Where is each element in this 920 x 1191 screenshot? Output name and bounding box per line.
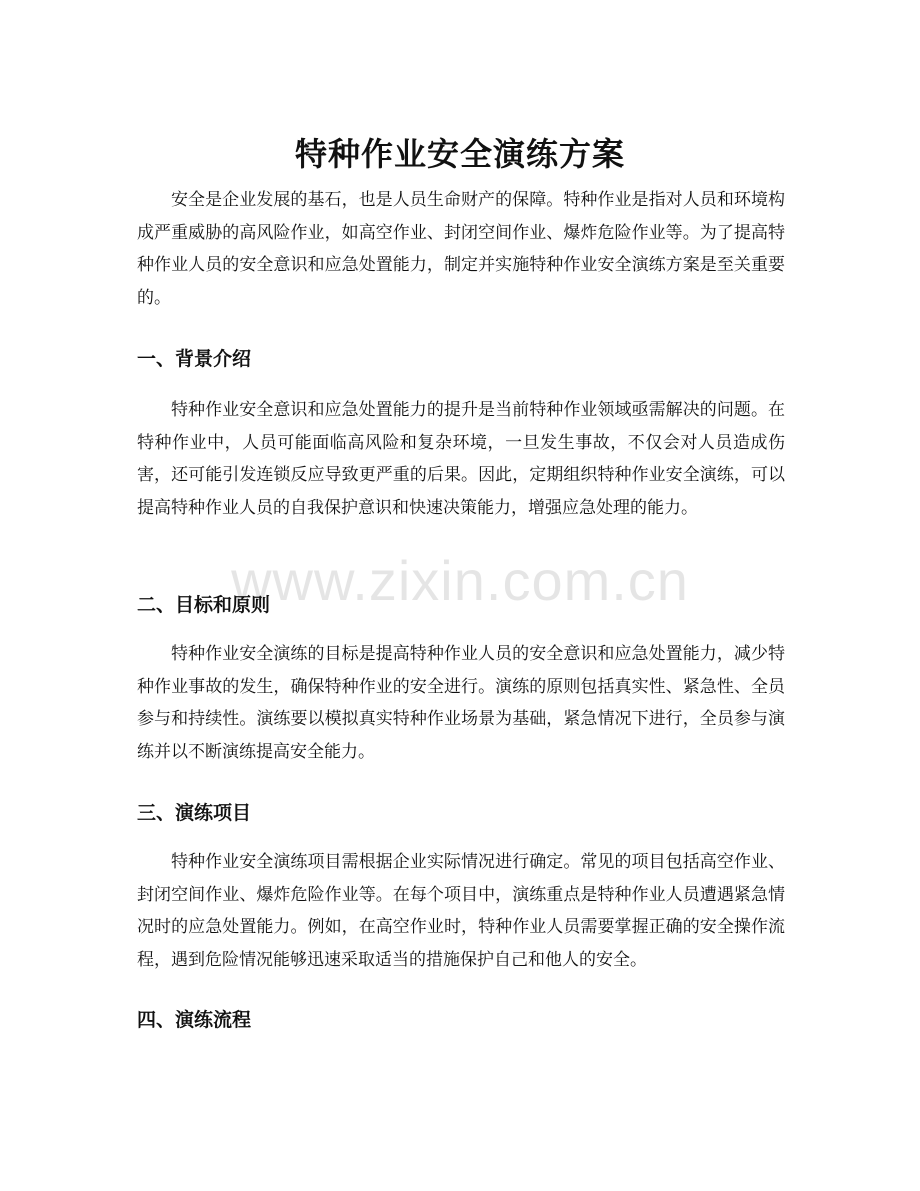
section-heading-process: 四、演练流程	[137, 1009, 252, 1031]
section-body-background: 特种作业安全意识和应急处置能力的提升是当前特种作业领域亟需解决的问题。在特种作业中，人员可能面临高风险和复杂环境，一旦发生事故，不仅会对人员造成伤害，还可能引发连锁反应导致更严重的后果。因此，定期组织特种作业安全演练，可以提高特种作业人员的自我保护意识和快速决策能力，增强应急处理的能力。	[137, 400, 785, 518]
section-body-goals: 特种作业安全演练的目标是提高特种作业人员的安全意识和应急处置能力，减少特种作业事故的发生，确保特种作业的安全进行。演练的原则包括真实性、紧急性、全员参与和持续性。演练要以模拟真实特种作业场景为基础，紧急情况下进行，全员参与演练并以不断演练提高安全能力。	[137, 644, 785, 762]
section-heading-goals: 二、目标和原则	[137, 594, 271, 616]
watermark: www.zixin.com.cn	[231, 549, 689, 612]
intro-paragraph: 安全是企业发展的基石，也是人员生命财产的保障。特种作业是指对人员和环境构成严重威胁的高风险作业，如高空作业、封闭空间作业、爆炸危险作业等。为了提高特种作业人员的安全意识和应急处置能力，制定并实施特种作业安全演练方案是至关重要的。	[137, 190, 785, 308]
page-title: 特种作业安全演练方案	[294, 135, 625, 174]
section-heading-background: 一、背景介绍	[137, 348, 252, 370]
section-body-projects: 特种作业安全演练项目需根据企业实际情况进行确定。常见的项目包括高空作业、封闭空间作业、爆炸危险作业等。在每个项目中，演练重点是特种作业人员遭遇紧急情况时的应急处置能力。例如，在高空作业时，特种作业人员需要掌握正确的安全操作流程，遇到危险情况能够迅速采取适当的措施保护自己和他人的安全。	[137, 852, 785, 970]
section-heading-projects: 三、演练项目	[137, 802, 252, 824]
